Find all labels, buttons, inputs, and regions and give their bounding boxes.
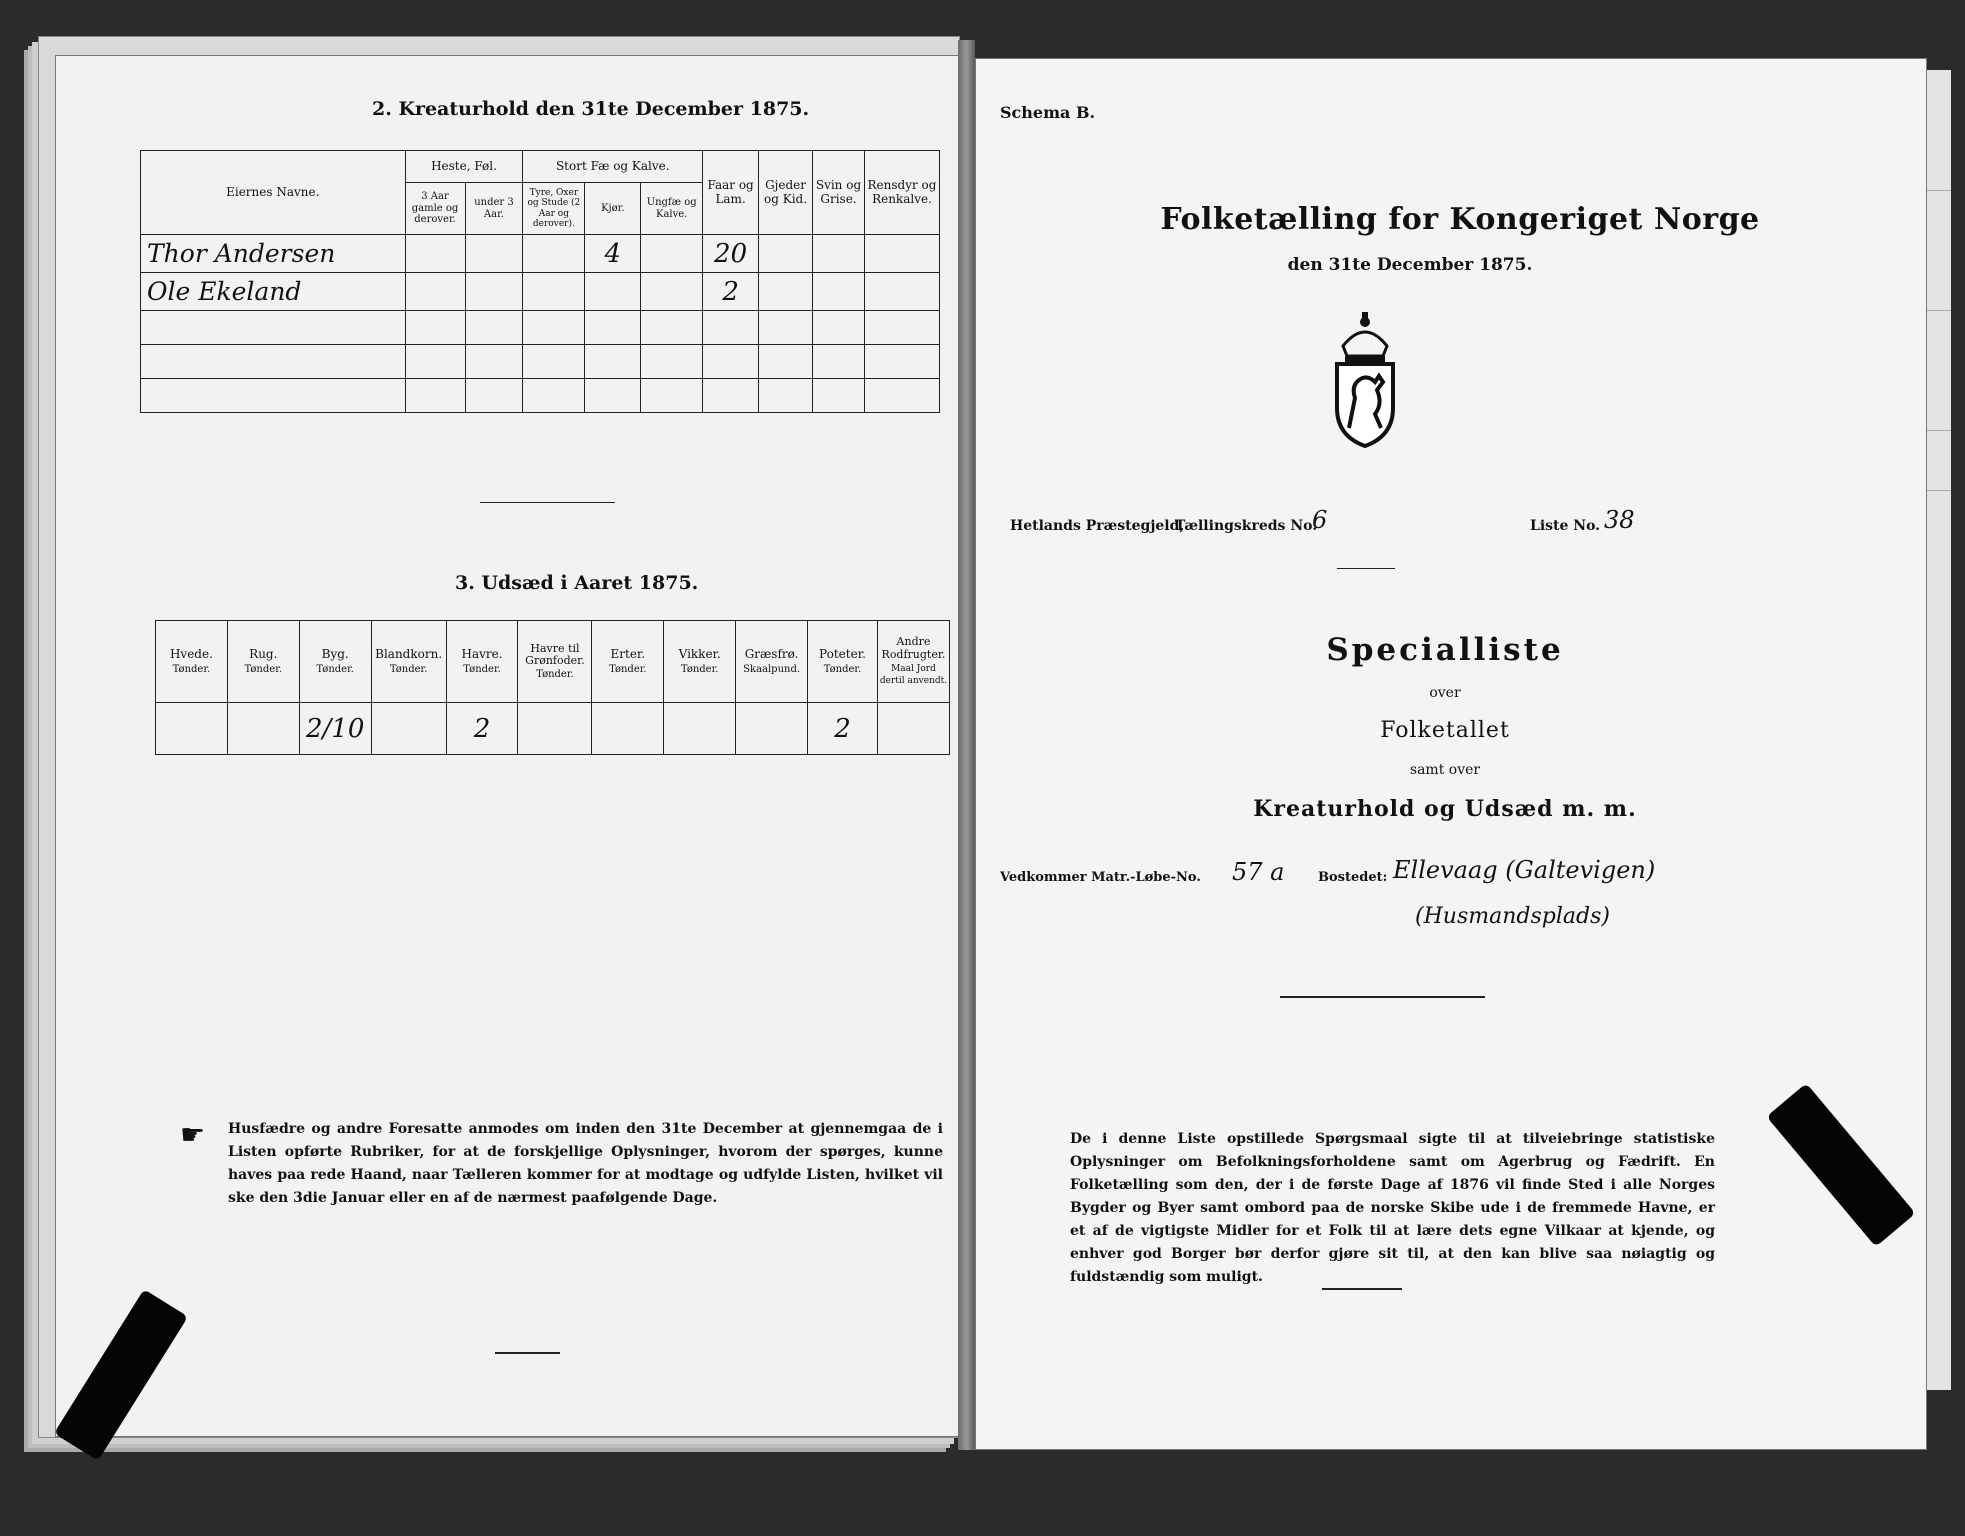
cell-rensdyr [864,235,939,273]
norway-coat-of-arms-icon [1325,308,1405,448]
col-sowing: Vikker. Tønder. [664,621,736,703]
specialliste-heading: Specialliste [1326,632,1564,668]
cell-faar: 2 [703,273,759,311]
cell-sowing [371,703,446,755]
over-label: over [1429,685,1461,701]
cell-kjor [585,273,641,311]
cell-sowing: 2/10 [299,703,371,755]
col-sowing: Havre. Tønder. [446,621,518,703]
list-value: 38 [1604,506,1635,534]
col-sowing: Havre til Grønfoder. Tønder. [518,621,592,703]
sowing-table [155,620,950,755]
bosted-label: Bostedet: [1318,870,1388,885]
list-label: Liste No. [1530,518,1601,534]
col-kjor: Kjør. [585,183,641,235]
cell-heste3 [405,235,465,273]
livestock-table [140,150,940,413]
col-heste-3aar: 3 Aar gamle og derover. [405,183,465,235]
table-row [141,273,940,311]
cell-svin [813,273,865,311]
divider-rule [1322,1288,1402,1290]
kreaturhold-heading: Kreaturhold og Udsæd m. m. [1253,796,1637,822]
cell-ungfae [641,235,703,273]
district-label: Tællingskreds No. [1175,518,1318,534]
matr-value: 57 a [1232,858,1285,886]
cell-svin [813,235,865,273]
col-svin: Svin og Grise. [813,151,865,235]
col-heste-under3: under 3 Aar. [465,183,523,235]
col-faar: Faar og Lam. [703,151,759,235]
col-stort-fae: Stort Fæ og Kalve. [523,151,703,183]
cell-tyre [523,273,585,311]
col-rensdyr: Rensdyr og Renkalve. [864,151,939,235]
cell-sowing [156,703,228,755]
col-sowing: Poteter. Tønder. [808,621,878,703]
cell-tyre [523,235,585,273]
divider-rule [480,502,615,503]
cell-rensdyr [864,273,939,311]
table-row [141,311,940,345]
col-sowing: Byg. Tønder. [299,621,371,703]
owner-name: Thor Andersen [141,235,406,273]
cell-sowing [736,703,808,755]
folketallet-heading: Folketallet [1380,718,1510,743]
cell-sowing [227,703,299,755]
schema-label: Schema B. [1000,103,1096,122]
cell-ungfae [641,273,703,311]
census-title: Folketælling for Kongeriget Norge [1160,202,1760,237]
col-gjeder: Gjeder og Kid. [759,151,813,235]
col-tyre: Tyre, Oxer og Stude (2 Aar og derover). [523,183,585,235]
cell-heste-under [465,273,523,311]
table-row [141,379,940,413]
samt-over-label: samt over [1409,762,1481,778]
cell-gjeder [759,273,813,311]
col-sowing: Græsfrø. Skaalpund. [736,621,808,703]
cell-sowing [664,703,736,755]
divider-rule [495,1352,560,1354]
cell-sowing: 2 [808,703,878,755]
cell-gjeder [759,235,813,273]
owner-name [141,379,406,413]
divider-rule [1280,996,1485,998]
owner-name [141,311,406,345]
col-heste: Heste, Føl. [405,151,523,183]
cell-sowing: 2 [446,703,518,755]
col-sowing: Erter. Tønder. [592,621,664,703]
cell-faar: 20 [703,235,759,273]
instruction-note: Husfædre og andre Foresatte anmodes om inden den 31te December at gjennemgaa de i Listen opførte Rubriker, for at de forskjellige Oplysninger, hvorom der spørges, kunne haves paa rede Haand, naar Tælleren kommer for at modtage og udfylde Listen, hvilket vil ske den 3die Januar eller en af de nærmest paafølgende Dage. [228,1121,943,1206]
census-date: den 31te December 1875. [1287,255,1533,275]
table-row [141,235,940,273]
section2-title: 2. Kreaturhold den 31te December 1875. [372,98,810,120]
bosted-value: Ellevaag (Galtevigen) [1393,856,1656,884]
section3-title: 3. Udsæd i Aaret 1875. [455,572,699,594]
parish-label: Hetlands Præstegjeld, [1010,518,1185,534]
col-sowing: Hvede. Tønder. [156,621,228,703]
owner-name [141,345,406,379]
matr-label: Vedkommer Matr.-Løbe-No. [1000,870,1201,885]
cell-sowing [592,703,664,755]
sowing-value-row [156,703,950,755]
cell-sowing [518,703,592,755]
divider-rule [1337,568,1395,569]
bosted-value-2: (Husmandsplads) [1415,904,1610,929]
col-owner-names: Eiernes Navne. [141,151,406,235]
cell-kjor: 4 [585,235,641,273]
sowing-header-row [156,621,950,703]
cell-heste3 [405,273,465,311]
col-ungfae: Ungfæ og Kalve. [641,183,703,235]
cell-heste-under [465,235,523,273]
district-value: 6 [1312,506,1328,534]
owner-name: Ole Ekeland [141,273,406,311]
cell-sowing [877,703,949,755]
book-gutter [958,40,975,1450]
col-sowing: Andre Rodfrugter. Maal Jord dertil anvendt. [877,621,949,703]
col-sowing: Rug. Tønder. [227,621,299,703]
pointing-hand-icon: ☛ [180,1118,206,1151]
table-row [141,345,940,379]
intro-paragraph: De i denne Liste opstillede Spørgsmaal sigte til at tilveiebringe statistiske Oplysninger om Befolkningsforholdene samt om Agerbrug og Fædrift. En Folketælling som den, der i de første Dage af 1876 vil finde Sted i alle Norges Bygder og Byer samt ombord paa de norske Skibe ude i de fremmede Havne, er et af de vigtigste Midler for et Folk til at lære dets egne Vilkaar at kjende, og enhver god Borger bør derfor gjøre sit til, at den kan blive saa nøiagtig og fuldstændig som muligt. [1070,1131,1715,1285]
col-sowing: Blandkorn. Tønder. [371,621,446,703]
